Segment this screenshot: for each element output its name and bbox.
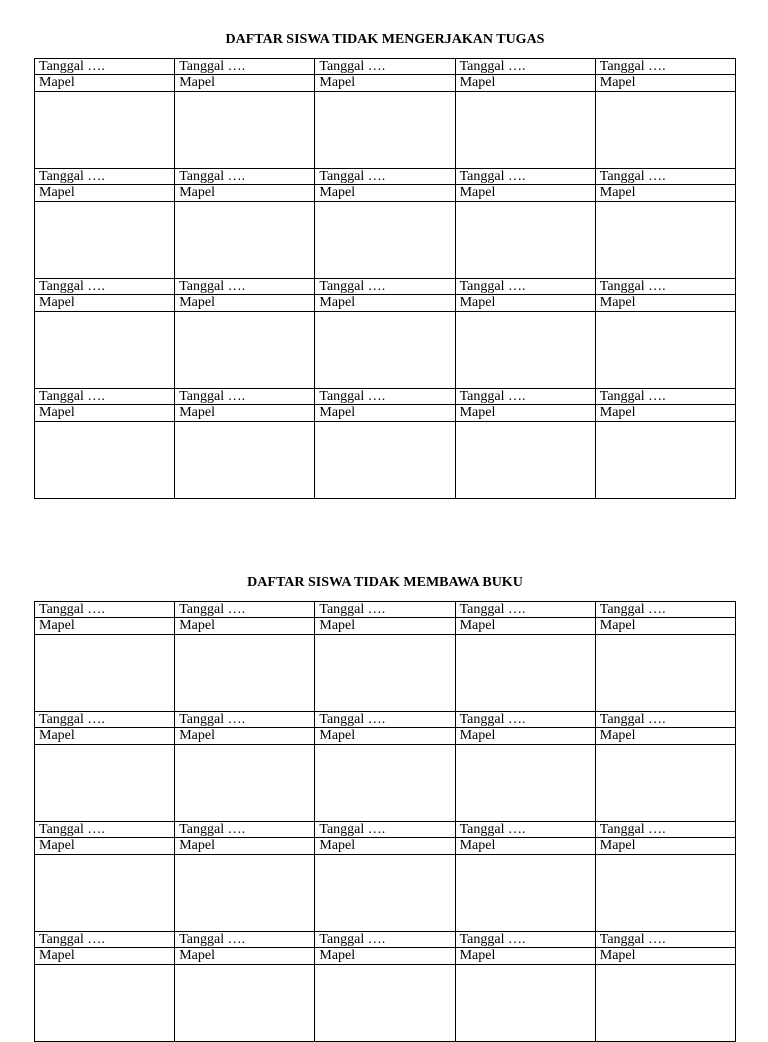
date-cell: Tanggal ….: [35, 59, 175, 75]
student-names-cell[interactable]: [455, 312, 595, 389]
student-names-cell[interactable]: [595, 202, 735, 279]
date-cell: Tanggal ….: [175, 279, 315, 295]
student-list-row: [35, 745, 736, 822]
student-names-cell[interactable]: [455, 635, 595, 712]
date-cell: Tanggal ….: [595, 822, 735, 838]
subject-cell: Mapel: [315, 295, 455, 312]
student-names-cell[interactable]: [595, 855, 735, 932]
date-cell: Tanggal ….: [175, 932, 315, 948]
section-title: DAFTAR SISWA TIDAK MENGERJAKAN TUGAS: [225, 32, 545, 47]
student-names-cell[interactable]: [455, 855, 595, 932]
student-names-cell[interactable]: [175, 92, 315, 169]
date-cell: Tanggal ….: [595, 59, 735, 75]
subject-cell: Mapel: [595, 838, 735, 855]
student-names-cell[interactable]: [455, 745, 595, 822]
record-table: [34, 601, 736, 1042]
date-row: [35, 602, 736, 618]
student-names-cell[interactable]: [35, 202, 175, 279]
student-names-cell[interactable]: [455, 965, 595, 1042]
student-list-row: [35, 635, 736, 712]
student-names-cell[interactable]: [315, 422, 455, 499]
student-names-cell[interactable]: [35, 92, 175, 169]
date-cell: Tanggal ….: [315, 279, 455, 295]
date-cell: Tanggal ….: [35, 822, 175, 838]
date-cell: Tanggal ….: [175, 602, 315, 618]
subject-cell: Mapel: [315, 728, 455, 745]
date-row: [35, 279, 736, 295]
date-cell: Tanggal ….: [315, 712, 455, 728]
subject-cell: Mapel: [35, 728, 175, 745]
student-names-cell[interactable]: [175, 422, 315, 499]
student-names-cell[interactable]: [35, 745, 175, 822]
student-names-cell[interactable]: [315, 745, 455, 822]
subject-cell: Mapel: [35, 295, 175, 312]
student-names-cell[interactable]: [175, 312, 315, 389]
subject-cell: Mapel: [455, 948, 595, 965]
subject-cell: Mapel: [315, 75, 455, 92]
subject-row: [35, 618, 736, 635]
student-list-row: [35, 92, 736, 169]
student-names-cell[interactable]: [315, 202, 455, 279]
date-cell: Tanggal ….: [315, 822, 455, 838]
student-names-cell[interactable]: [595, 745, 735, 822]
subject-cell: Mapel: [315, 948, 455, 965]
student-names-cell[interactable]: [175, 965, 315, 1042]
student-names-cell[interactable]: [35, 635, 175, 712]
subject-cell: Mapel: [175, 618, 315, 635]
date-cell: Tanggal ….: [35, 932, 175, 948]
record-table: [34, 58, 736, 499]
date-cell: Tanggal ….: [455, 59, 595, 75]
subject-cell: Mapel: [35, 618, 175, 635]
subject-cell: Mapel: [35, 185, 175, 202]
date-cell: Tanggal ….: [455, 712, 595, 728]
subject-cell: Mapel: [35, 948, 175, 965]
date-cell: Tanggal ….: [455, 602, 595, 618]
date-cell: Tanggal ….: [315, 169, 455, 185]
subject-cell: Mapel: [595, 405, 735, 422]
subject-row: [35, 838, 736, 855]
subject-cell: Mapel: [175, 948, 315, 965]
student-list-row: [35, 312, 736, 389]
student-names-cell[interactable]: [315, 635, 455, 712]
date-row: [35, 389, 736, 405]
subject-cell: Mapel: [455, 618, 595, 635]
student-names-cell[interactable]: [175, 855, 315, 932]
date-cell: Tanggal ….: [175, 822, 315, 838]
student-names-cell[interactable]: [595, 312, 735, 389]
section-title: DAFTAR SISWA TIDAK MEMBAWA BUKU: [247, 575, 523, 590]
student-names-cell[interactable]: [595, 92, 735, 169]
date-cell: Tanggal ….: [35, 602, 175, 618]
subject-cell: Mapel: [35, 75, 175, 92]
student-names-cell[interactable]: [175, 202, 315, 279]
date-cell: Tanggal ….: [455, 932, 595, 948]
date-cell: Tanggal ….: [315, 389, 455, 405]
subject-row: [35, 295, 736, 312]
student-names-cell[interactable]: [35, 855, 175, 932]
date-cell: Tanggal ….: [175, 59, 315, 75]
student-list-row: [35, 202, 736, 279]
date-cell: Tanggal ….: [595, 602, 735, 618]
date-cell: Tanggal ….: [175, 389, 315, 405]
subject-cell: Mapel: [455, 728, 595, 745]
date-row: [35, 712, 736, 728]
date-row: [35, 59, 736, 75]
subject-cell: Mapel: [315, 185, 455, 202]
date-cell: Tanggal ….: [455, 822, 595, 838]
subject-cell: Mapel: [455, 838, 595, 855]
subject-cell: Mapel: [455, 75, 595, 92]
section-tidak-membawa-buku: [34, 573, 736, 1042]
date-cell: Tanggal ….: [35, 712, 175, 728]
student-names-cell[interactable]: [35, 312, 175, 389]
student-names-cell[interactable]: [315, 92, 455, 169]
date-row: [35, 932, 736, 948]
subject-cell: Mapel: [595, 728, 735, 745]
student-list-row: [35, 855, 736, 932]
subject-cell: Mapel: [315, 618, 455, 635]
subject-cell: Mapel: [595, 618, 735, 635]
student-names-cell[interactable]: [35, 965, 175, 1042]
student-names-cell[interactable]: [175, 635, 315, 712]
date-cell: Tanggal ….: [35, 389, 175, 405]
section-tidak-mengerjakan-tugas: [34, 30, 736, 499]
subject-cell: Mapel: [175, 728, 315, 745]
subject-cell: Mapel: [315, 405, 455, 422]
date-cell: Tanggal ….: [455, 279, 595, 295]
subject-cell: Mapel: [455, 295, 595, 312]
subject-cell: Mapel: [595, 295, 735, 312]
student-names-cell[interactable]: [595, 635, 735, 712]
date-cell: Tanggal ….: [315, 602, 455, 618]
subject-cell: Mapel: [595, 185, 735, 202]
subject-cell: Mapel: [315, 838, 455, 855]
date-cell: Tanggal ….: [35, 169, 175, 185]
student-list-row: [35, 965, 736, 1042]
student-names-cell[interactable]: [315, 855, 455, 932]
subject-cell: Mapel: [595, 948, 735, 965]
student-names-cell[interactable]: [175, 745, 315, 822]
date-cell: Tanggal ….: [315, 59, 455, 75]
date-cell: Tanggal ….: [455, 169, 595, 185]
student-names-cell[interactable]: [455, 202, 595, 279]
subject-cell: Mapel: [595, 75, 735, 92]
date-cell: Tanggal ….: [595, 932, 735, 948]
student-names-cell[interactable]: [595, 965, 735, 1042]
date-cell: Tanggal ….: [175, 712, 315, 728]
student-names-cell[interactable]: [455, 92, 595, 169]
subject-row: [35, 948, 736, 965]
student-names-cell[interactable]: [315, 312, 455, 389]
date-cell: Tanggal ….: [595, 169, 735, 185]
student-names-cell[interactable]: [455, 422, 595, 499]
date-cell: Tanggal ….: [595, 712, 735, 728]
subject-cell: Mapel: [35, 838, 175, 855]
subject-cell: Mapel: [455, 405, 595, 422]
date-row: [35, 822, 736, 838]
subject-cell: Mapel: [175, 838, 315, 855]
date-cell: Tanggal ….: [455, 389, 595, 405]
date-cell: Tanggal ….: [315, 932, 455, 948]
subject-cell: Mapel: [175, 405, 315, 422]
subject-cell: Mapel: [175, 295, 315, 312]
subject-row: [35, 405, 736, 422]
date-cell: Tanggal ….: [595, 389, 735, 405]
date-cell: Tanggal ….: [175, 169, 315, 185]
subject-row: [35, 728, 736, 745]
student-list-row: [35, 422, 736, 499]
subject-cell: Mapel: [35, 405, 175, 422]
date-cell: Tanggal ….: [595, 279, 735, 295]
subject-cell: Mapel: [175, 75, 315, 92]
subject-row: [35, 75, 736, 92]
student-names-cell[interactable]: [315, 965, 455, 1042]
subject-cell: Mapel: [175, 185, 315, 202]
subject-row: [35, 185, 736, 202]
date-cell: Tanggal ….: [35, 279, 175, 295]
student-names-cell[interactable]: [595, 422, 735, 499]
subject-cell: Mapel: [455, 185, 595, 202]
date-row: [35, 169, 736, 185]
student-names-cell[interactable]: [35, 422, 175, 499]
